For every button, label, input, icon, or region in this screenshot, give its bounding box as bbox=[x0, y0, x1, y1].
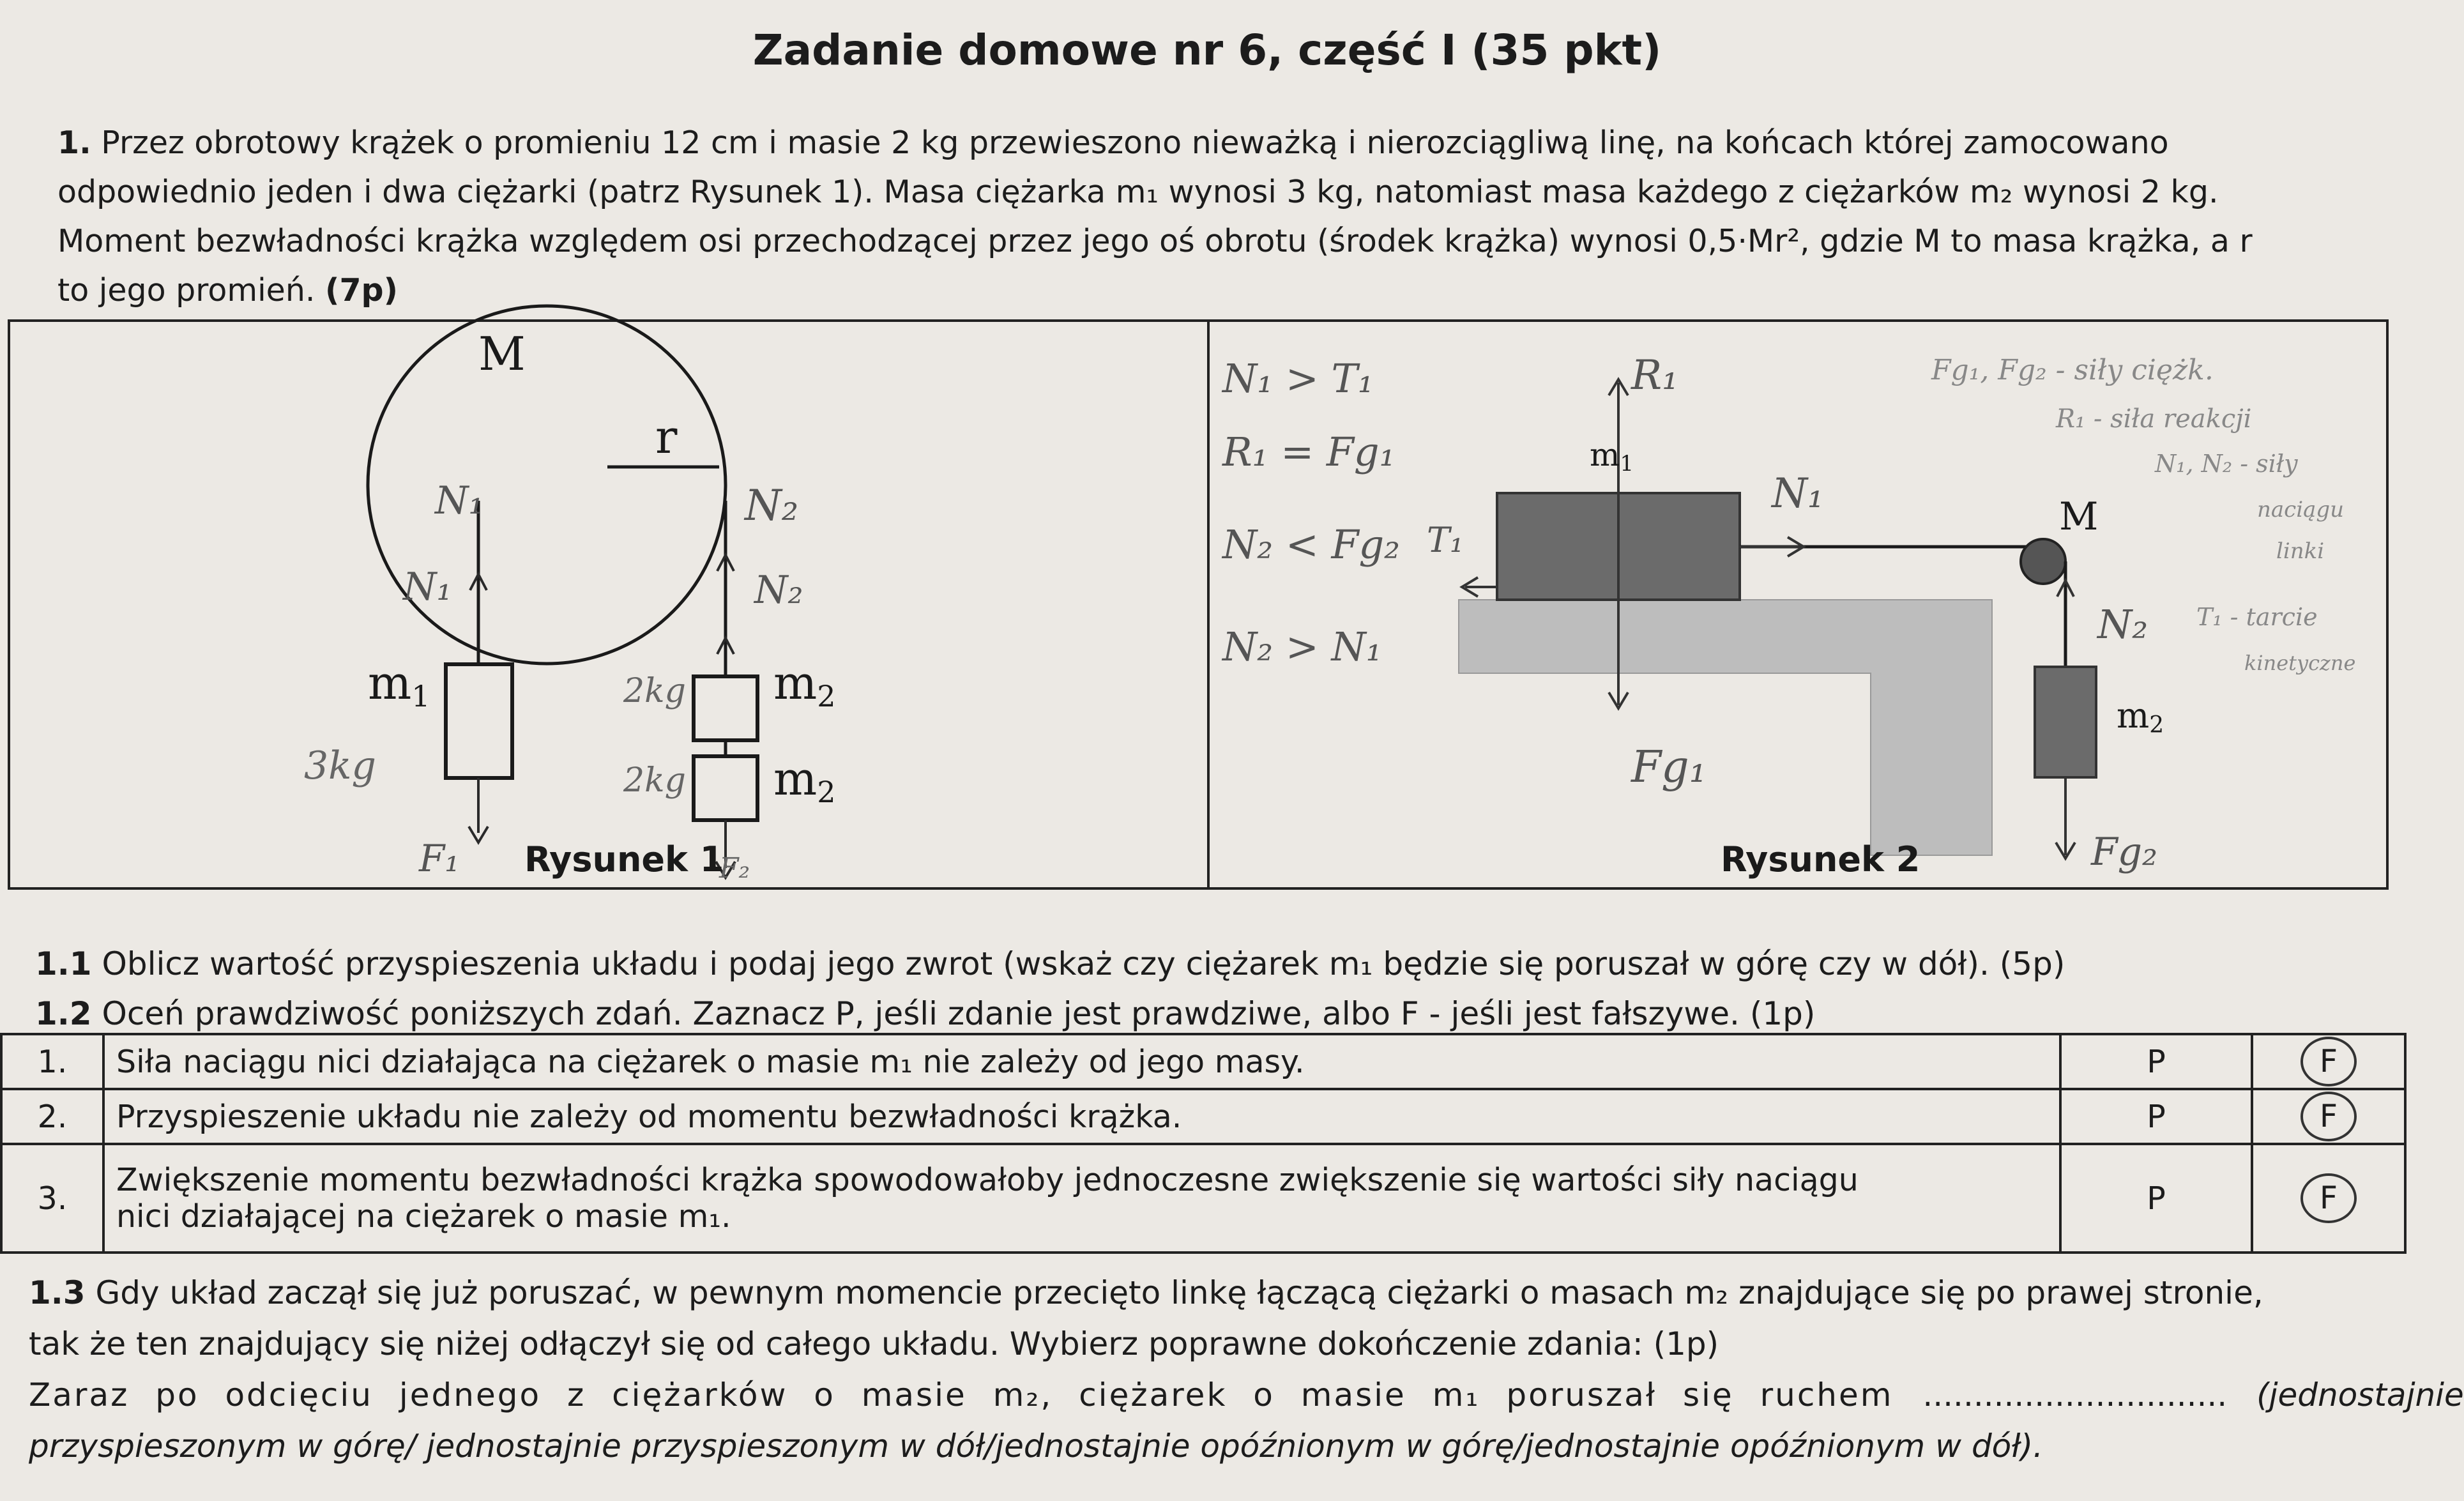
mass-m2-block bbox=[2035, 667, 2096, 777]
row-number: 2. bbox=[1, 1089, 103, 1144]
q13-number: 1.3 bbox=[29, 1274, 86, 1311]
table-row bbox=[1, 1034, 2405, 1089]
mass-m1-block bbox=[446, 664, 512, 778]
question-1-3-line-4: przyspieszonym w górę/ jednostajnie przyspieszonym w dół/jednostajnie opóźnionym w górę/jednostajnie opóźnionym w dół). bbox=[29, 1428, 2044, 1465]
mass-m2-upper-block bbox=[694, 676, 757, 740]
row-statement: Siła naciągu nici działająca na ciężarek o masie m₁ nie zależy od jego masy. bbox=[103, 1034, 2060, 1089]
hand-2kg-lower: 2kg bbox=[623, 761, 686, 800]
fig2-m2-sub: 2 bbox=[2149, 712, 2164, 738]
option-p[interactable]: P bbox=[2060, 1144, 2252, 1253]
row-statement-line-1: Zwiększenie momentu bezwładności krążka spowodowałoby jednoczesne zwiększenie się wartości siły naciągu bbox=[116, 1162, 1859, 1198]
problem-text-4: to jego promień. bbox=[57, 272, 316, 309]
hand-T1-label: T₁ bbox=[1427, 520, 1464, 560]
pulley-disk bbox=[368, 306, 726, 664]
fig2-m2-letter: m bbox=[2117, 696, 2150, 736]
hand-N1-arrow-label: N₁ bbox=[403, 565, 452, 609]
hand-legend-1: Fg₁, Fg₂ - siły ciężk. bbox=[1931, 354, 2214, 386]
fig1-label-m1 bbox=[368, 656, 430, 713]
hand-legend-3: N₁, N₂ - siły bbox=[2155, 450, 2298, 478]
question-1-3-line-2: tak że ten znajdujący się niżej odłączył się od całego układu. Wybierz poprawne dokończenie zdania: (1p) bbox=[29, 1325, 1719, 1362]
q13-options-start: (jednostajnie bbox=[2256, 1376, 2464, 1413]
fig1-m1-letter: m bbox=[368, 656, 412, 710]
q11-number: 1.1 bbox=[35, 945, 92, 982]
fig2-m1-letter: m bbox=[1590, 436, 1620, 473]
hand-note-3: N₂ < Fg₂ bbox=[1222, 521, 1401, 568]
q13-text-3: Zaraz po odcięciu jednego z ciężarków o masie m₂, ciężarek o masie m₁ poruszał się ruchem bbox=[29, 1376, 1894, 1413]
question-1-2 bbox=[35, 995, 1815, 1032]
question-1-3-line-3 bbox=[29, 1376, 2464, 1413]
fig2-label-m1 bbox=[1590, 436, 1634, 476]
option-f-circled: F bbox=[2300, 1037, 2357, 1086]
option-f-circled: F bbox=[2300, 1173, 2357, 1223]
row-number: 3. bbox=[1, 1144, 103, 1253]
option-f[interactable] bbox=[2252, 1089, 2405, 1144]
problem-line-4 bbox=[57, 272, 398, 309]
row-number: 1. bbox=[1, 1034, 103, 1089]
q12-text: Oceń prawdziwość poniższych zdań. Zaznacz P, jeśli zdanie jest prawdziwe, albo F - jeśli jest fałszywe. (1p) bbox=[102, 995, 1816, 1032]
hand-legend-7: kinetyczne bbox=[2244, 651, 2356, 675]
row-statement-line-2: nici działającej na ciężarek o masie m₁. bbox=[116, 1198, 731, 1235]
problem-line-2: odpowiednio jeden i dwa ciężarki (patrz Rysunek 1). Masa ciężarka m₁ wynosi 3 kg, natomiast masa każdego z ciężarków m₂ wynosi 2 kg. bbox=[57, 174, 2219, 210]
figure-1-drawing bbox=[10, 322, 1207, 887]
problem-line-1 bbox=[57, 125, 2357, 161]
figure-1-caption: Rysunek 1 bbox=[524, 839, 724, 880]
problem-line-3: Moment bezwładności krążka względem osi przechodzącej przez jego oś obrotu (środek krążka) wynosi 0,5·Mr², gdzie M to masa krążka, a r bbox=[57, 223, 2253, 259]
hand-N2-label: N₂ bbox=[745, 481, 799, 530]
true-false-table bbox=[0, 1033, 2407, 1254]
fig2-m1-sub: 1 bbox=[1620, 451, 1634, 476]
hand-N1-label: N₁ bbox=[435, 478, 484, 523]
hand-legend-6: T₁ - tarcie bbox=[2196, 603, 2318, 631]
fig1-m2-sub-2: 2 bbox=[817, 775, 836, 809]
hand-F2-label: F₂ bbox=[719, 852, 750, 885]
figure-2-caption: Rysunek 2 bbox=[1721, 839, 1920, 880]
question-1-1 bbox=[35, 945, 2065, 982]
fig1-label-r: r bbox=[655, 410, 678, 464]
hand-N1-label: N₁ bbox=[1772, 470, 1824, 517]
hand-Fg2-label: Fg₂ bbox=[2091, 830, 2158, 874]
option-p[interactable]: P bbox=[2060, 1089, 2252, 1144]
hand-legend-5: linki bbox=[2276, 538, 2325, 564]
hand-Fg1-label: Fg₁ bbox=[1631, 742, 1707, 793]
hand-legend-4: naciągu bbox=[2257, 497, 2345, 522]
figure-2-box bbox=[1207, 319, 2389, 890]
hand-note-1: N₁ > T₁ bbox=[1222, 355, 1374, 402]
q12-number: 1.2 bbox=[35, 995, 92, 1032]
fig1-m2-letter-2: m bbox=[773, 752, 818, 805]
hand-note-2: R₁ = Fg₁ bbox=[1222, 429, 1396, 475]
fig1-label-m2-upper bbox=[773, 656, 836, 713]
hand-2kg-upper: 2kg bbox=[623, 672, 686, 710]
fig1-m2-sub: 2 bbox=[817, 679, 836, 713]
figure-1-box bbox=[8, 319, 1210, 890]
q13-answer-blank[interactable]: .............................. bbox=[1922, 1376, 2228, 1413]
table-row bbox=[1, 1089, 2405, 1144]
fig2-label-m2 bbox=[2117, 696, 2164, 738]
problem-number: 1. bbox=[57, 125, 91, 161]
hand-legend-2: R₁ - siła reakcji bbox=[2056, 404, 2252, 434]
hand-N2b-label: N₂ bbox=[754, 568, 803, 613]
q13-text-1: Gdy układ zaczął się już poruszać, w pewnym momencie przecięto linkę łączącą ciężarki o masach m₂ znajdujące się po prawej stronie, bbox=[95, 1274, 2263, 1311]
hand-N2-label: N₂ bbox=[2097, 601, 2148, 648]
question-1-3-line-1 bbox=[29, 1274, 2263, 1311]
fig1-label-M: M bbox=[478, 327, 526, 381]
pulley-M bbox=[2021, 539, 2065, 584]
row-statement bbox=[103, 1144, 2060, 1253]
figure-2-drawing bbox=[1210, 322, 2386, 887]
option-f[interactable] bbox=[2252, 1144, 2405, 1253]
q11-text: Oblicz wartość przyspieszenia układu i podaj jego zwrot (wskaż czy ciężarek m₁ będzie się poruszał w górę czy w dół). (5p) bbox=[102, 945, 2065, 982]
hand-R1-label: R₁ bbox=[1631, 352, 1678, 399]
table-surface bbox=[1459, 600, 1992, 855]
row-statement: Przyspieszenie układu nie zależy od momentu bezwładności krążka. bbox=[103, 1089, 2060, 1144]
option-f[interactable] bbox=[2252, 1034, 2405, 1089]
option-p[interactable]: P bbox=[2060, 1034, 2252, 1089]
problem-points: (7p) bbox=[325, 272, 399, 309]
mass-m2-lower-block bbox=[694, 756, 757, 820]
hand-F1-label: F₁ bbox=[419, 837, 460, 880]
option-f-circled: F bbox=[2300, 1092, 2357, 1141]
fig1-label-m2-lower bbox=[773, 752, 836, 809]
fig1-m1-sub: 1 bbox=[411, 679, 430, 713]
hand-3kg-label: 3kg bbox=[304, 743, 376, 788]
page-title: Zadanie domowe nr 6, część I (35 pkt) bbox=[752, 26, 1662, 75]
problem-text-1: Przez obrotowy krążek o promieniu 12 cm i masie 2 kg przewieszono nieważką i nierozciągliwą linę, na końcach której zamocowano bbox=[101, 125, 2169, 161]
table-row bbox=[1, 1144, 2405, 1253]
fig2-label-M: M bbox=[2059, 494, 2099, 539]
hand-note-4: N₂ > N₁ bbox=[1222, 623, 1382, 670]
fig1-m2-letter: m bbox=[773, 656, 818, 710]
